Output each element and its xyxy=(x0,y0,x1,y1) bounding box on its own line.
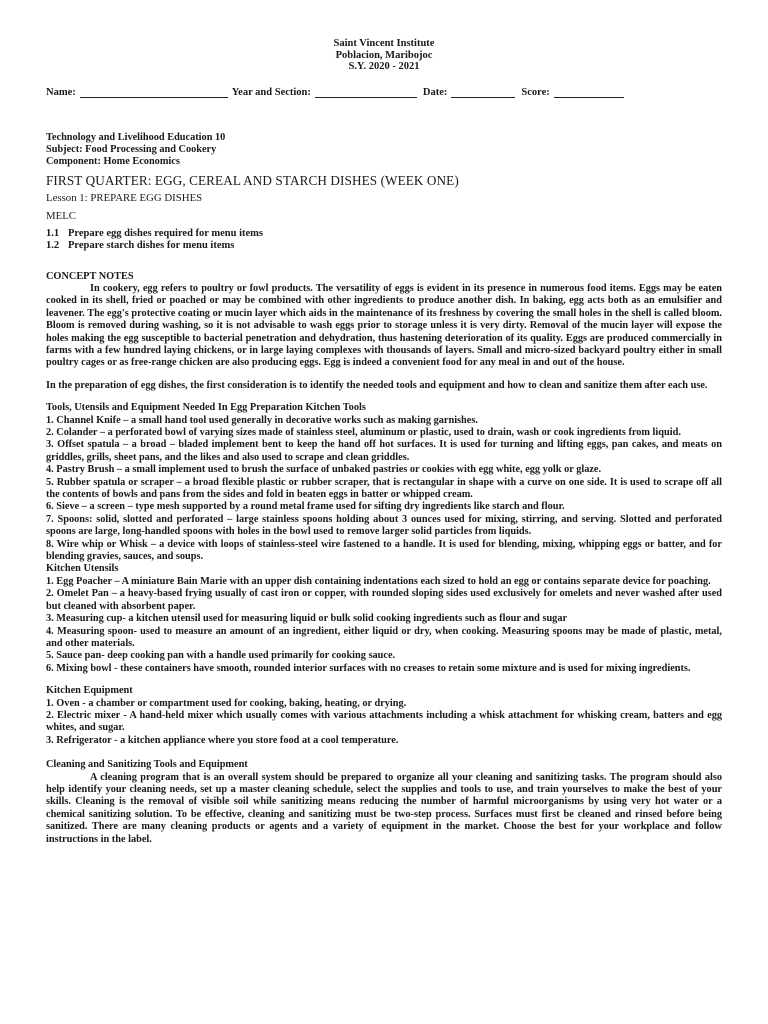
melc-item xyxy=(46,240,722,252)
course-title: Technology and Livelihood Education 10 xyxy=(46,131,226,143)
melc-item-number: 1.1 xyxy=(46,227,60,239)
date-field[interactable] xyxy=(451,87,515,98)
tool-item: 2. Colander – a perforated bowl of varying sizes made of stainless steel, aluminum or plastic, used to drain, wash or cook ingredients from liquid. xyxy=(46,427,681,438)
school-name: Saint Vincent Institute xyxy=(333,38,435,49)
melc-heading: MELC xyxy=(46,209,76,222)
tool-item: 3. Offset spatula – a broad – bladed implement bent to keep the hand off hot surfaces. It is used for turning and lifting eggs, pan cakes, and meats on griddles, grills, sheet pans, and the likes and also used to scrape and clean griddles. xyxy=(46,439,722,463)
year-section-field[interactable] xyxy=(315,87,417,98)
date-label: Date: xyxy=(422,86,448,98)
score-label: Score: xyxy=(521,86,550,98)
subject-line: Subject: Food Processing and Cookery xyxy=(46,143,217,155)
school-year: S.Y. 2020 - 2021 xyxy=(348,61,420,72)
utensil-item: 5. Sauce pan- deep cooking pan with a handle used primarily for cooking sauce. xyxy=(46,650,396,662)
melc-item-number: 1.2 xyxy=(46,240,60,252)
school-header xyxy=(46,38,722,73)
component-line: Component: Home Economics xyxy=(46,156,180,168)
course-info xyxy=(46,132,722,169)
tool-item: 5. Rubber spatula or scraper – a broad flexible plastic or rubber scraper, that is rectangular in shape with a curve on one side. It is used to scrape off all the contents of bowls and pans from the sides and fold in beaten eggs in batter or whipped cream. xyxy=(46,476,722,501)
concept-notes-heading: CONCEPT NOTES xyxy=(46,270,134,282)
score-field[interactable] xyxy=(554,87,624,98)
cleaning-paragraph: A cleaning program that is an overall system should be prepared to organize all your cleaning and sanitizing tasks. The program should also help identify your cleaning needs, set up a master cleaning schedule, select the supplies and tools to use, and train yourselves to make the best of your skills. Cleaning is the removal of visible soil while sanitizing means reducing the number of harmful microorganisms by using very hot water or a chemical sanitizing solution. To be effective, cleaning and sanitizing must be two-step process. Surfaces must first be cleaned and rinsed before being sanitized. There are many cleaning products or agents and a variety of equipment in the market. Choose the best for your workplace and follow instructions in the label. xyxy=(46,771,722,845)
name-label: Name: xyxy=(46,86,76,98)
equipment-heading: Kitchen Equipment xyxy=(46,685,133,697)
melc-item-text: Prepare starch dishes for menu items xyxy=(68,240,235,252)
utensil-item: 4. Measuring spoon- used to measure an amount of an ingredient, either liquid or dry, when cooking. Measuring spoons may be made of plastic, metal, and other materials. xyxy=(46,625,722,649)
tool-item: 8. Wire whip or Whisk – a device with loops of stainless-steel wire fastened to a handle. It is used for blending, mixing, whipping eggs or batter, and for blending gravies, sauces, and soups. xyxy=(46,538,722,563)
tool-item: 4. Pastry Brush – a small implement used to brush the surface of unbaked pastries or cookies with egg white, egg yolk or glaze. xyxy=(46,464,602,476)
lesson-title: Lesson 1: PREPARE EGG DISHES xyxy=(46,191,203,204)
concept-notes-paragraph-2: In the preparation of egg dishes, the first consideration is to identify the needed tools and equipment and how to clean and sanitize them after each use. xyxy=(46,379,708,391)
worksheet-page xyxy=(46,38,722,846)
tool-item: 1. Channel Knife – a small hand tool used generally in decorative works such as making garnishes. xyxy=(46,414,478,426)
utensil-item: 3. Measuring cup- a kitchen utensil used for measuring liquid or bulk solid cooking ingredients such as flour and sugar xyxy=(46,613,568,625)
utensils-heading: Kitchen Utensils xyxy=(46,563,119,575)
student-info-row xyxy=(46,87,722,98)
tools-heading: Tools, Utensils and Equipment Needed In Egg Preparation Kitchen Tools xyxy=(46,402,366,414)
utensil-item: 1. Egg Poacher – A miniature Bain Marie with an upper dish containing indentations each sized to hold an egg or contains separate device for poaching. xyxy=(46,575,711,587)
equipment-item: 1. Oven - a chamber or compartment used for cooking, baking, heating, or drying. xyxy=(46,697,407,709)
equipment-item: 3. Refrigerator - a kitchen appliance where you store food at a cool temperature. xyxy=(46,734,399,746)
equipment-item: 2. Electric mixer - A hand-held mixer which usually comes with various attachments including a whisk attachment for whisking cream, batters and egg whites, and sugar. xyxy=(46,709,722,734)
name-field[interactable] xyxy=(80,87,228,98)
quarter-title: FIRST QUARTER: EGG, CEREAL AND STARCH DISHES (WEEK ONE) xyxy=(46,172,459,188)
tool-item: 6. Sieve – a screen – type mesh supported by a round metal frame used for sifting dry ingredients like starch and flour. xyxy=(46,501,565,513)
utensil-item: 6. Mixing bowl - these containers have smooth, rounded interior surfaces with no creases to retain some mixture and is used for mixing ingredients. xyxy=(46,662,691,674)
school-address: Poblacion, Maribojoc xyxy=(335,49,433,61)
utensil-item: 2. Omelet Pan – a heavy-based frying usually of cast iron or copper, with rounded sloping sides used exclusively for omelets and never washed after used but cleaned with absorbent paper. xyxy=(46,588,722,612)
cleaning-heading: Cleaning and Sanitizing Tools and Equipment xyxy=(46,759,248,771)
year-section-label: Year and Section: xyxy=(231,86,311,98)
melc-item xyxy=(46,228,722,240)
tool-item: 7. Spoons: solid, slotted and perforated – large stainless spoons holding about 3 ounces used for mixing, stirring, and serving. Slotted and perforated spoons are large, long-handled spoons with holes in the bowl used to remove larger solid particles from liquids. xyxy=(46,513,722,538)
concept-notes-paragraph-1: In cookery, egg refers to poultry or fowl products. The versatility of eggs is evident in its presence in numerous food items. Eggs may be eaten cooked in its shell, fried or poached or may be combined with other ingredients to produce another dish. In baking, egg acts both as an emulsifier and leavener. The egg's protective coating or mucin layer which aids in the maintenance of its freshness by covering the small holes in the shell is called bloom. Bloom is removed during washing, so it is not advisable to wash eggs prior to storage unless it is very dirty. Removal of the mucin layer will expose the holes making the egg susceptible to bacterial penetration and dehydration, thus hastening deterioration of its quality. Eggs are produced commercially in farms with a few hundred laying chickens, or in large laying complexes with thousands of layers. Small and micro-sized backyard poultry either in small poultry cages or as free-range chicken are also producing eggs. Egg is indeed a convenient food for any meal in and out of the house. xyxy=(46,282,722,369)
melc-item-text: Prepare egg dishes required for menu items xyxy=(68,227,264,239)
